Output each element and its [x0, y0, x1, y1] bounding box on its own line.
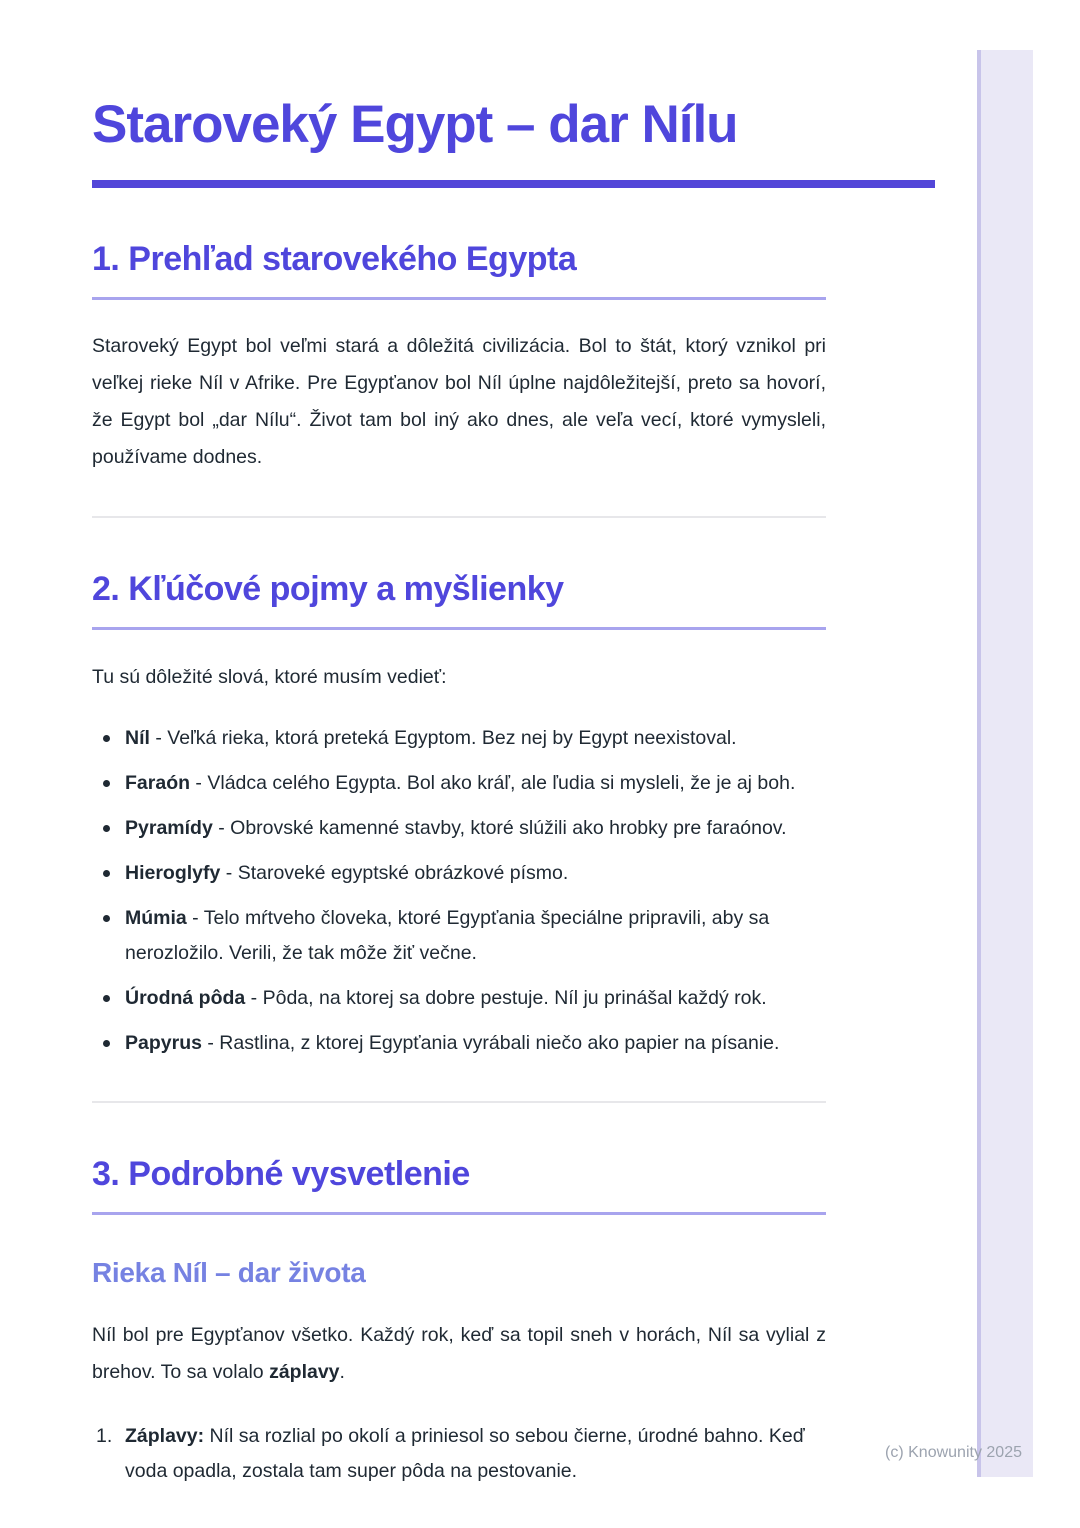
list-item — [92, 856, 826, 891]
term-definition: Vládca celého Egypta. Bol ako kráľ, ale ľudia si mysleli, že je aj boh. — [207, 771, 796, 794]
section-3-paragraph — [92, 1317, 826, 1391]
term-separator: - — [220, 861, 238, 884]
title-rule — [92, 180, 935, 188]
list-item — [92, 1419, 826, 1489]
term-separator: - — [149, 726, 168, 749]
term-definition: Rastlina, z ktorej Egypťania vyrábali niečo ako papier na písanie. — [219, 1031, 780, 1054]
list-item — [92, 721, 826, 756]
bullet-dot-icon — [103, 870, 110, 877]
term-separator: - — [212, 816, 231, 839]
list-number: 1. — [96, 1424, 113, 1447]
key-terms-list — [92, 721, 826, 1061]
paragraph-text: Níl bol pre Egypťanov všetko. Každý rok, keď sa topil sneh v horách, Níl sa vylial z brehov. To sa volalo — [92, 1323, 826, 1383]
paragraph-text: . — [339, 1360, 345, 1383]
section-2-heading: 2. Kľúčové pojmy a myšlienky — [92, 570, 826, 630]
bullet-dot-icon — [103, 825, 110, 832]
bullet-dot-icon — [103, 735, 110, 742]
step-term: Záplavy: — [125, 1424, 205, 1447]
list-item — [92, 766, 826, 801]
bullet-dot-icon — [103, 915, 110, 922]
paragraph-bold-text: záplavy — [269, 1360, 340, 1383]
term-label: Pyramídy — [125, 816, 213, 839]
term-label: Faraón — [125, 771, 191, 794]
numbered-list — [92, 1419, 826, 1489]
document-content — [92, 0, 935, 1489]
section-1-heading: 1. Prehľad starovekého Egypta — [92, 240, 826, 300]
term-definition: Obrovské kamenné stavby, ktoré slúžili ako hrobky pre faraónov. — [230, 816, 787, 839]
list-item — [92, 981, 826, 1016]
bullet-dot-icon — [103, 1040, 110, 1047]
term-separator: - — [190, 771, 208, 794]
section-2-intro: Tu sú dôležité slová, ktoré musím vedieť: — [92, 665, 447, 688]
term-label: Papyrus — [125, 1031, 202, 1054]
term-separator: - — [201, 1031, 220, 1054]
term-separator: - — [186, 906, 204, 929]
list-item — [92, 901, 826, 971]
section-divider — [92, 1101, 826, 1103]
copyright-watermark: (c) Knowunity 2025 — [885, 1444, 1022, 1461]
step-text: Níl sa rozlial po okolí a priniesol so sebou čierne, úrodné bahno. Keď voda opadla, zostala tam super pôda na pestovanie. — [125, 1424, 805, 1482]
term-definition: Staroveké egyptské obrázkové písmo. — [237, 861, 569, 884]
term-definition: Telo mŕtveho človeka, ktoré Egypťania špeciálne pripravili, aby sa nerozložilo. Verili, že tak môže žiť večne. — [125, 906, 770, 964]
term-label: Níl — [125, 726, 150, 749]
section-3-subheading: Rieka Níl – dar života — [92, 1256, 366, 1288]
document-title: Staroveký Egypt – dar Nílu — [92, 95, 738, 154]
bullet-dot-icon — [103, 780, 110, 787]
bullet-dot-icon — [103, 995, 110, 1002]
list-item — [92, 811, 826, 846]
list-item — [92, 1026, 826, 1061]
section-divider — [92, 516, 826, 518]
section-3-heading: 3. Podrobné vysvetlenie — [92, 1155, 826, 1215]
term-definition: Pôda, na ktorej sa dobre pestuje. Níl ju prinášal každý rok. — [262, 986, 767, 1009]
section-1-paragraph: Staroveký Egypt bol veľmi stará a dôležitá civilizácia. Bol to štát, ktorý vznikol pri veľkej rieke Níl v Afrike. Pre Egypťanov bol Níl úplne najdôležitejší, preto sa hovorí, že Egypt bol „dar Nílu“. Život tam bol iný ako dnes, ale veľa vecí, ktoré vymysleli, používame dodnes. — [92, 334, 826, 468]
page-edge-strip — [977, 50, 1033, 1477]
term-separator: - — [245, 986, 263, 1009]
term-label: Hieroglyfy — [125, 861, 221, 884]
term-definition: Veľká rieka, ktorá preteká Egyptom. Bez nej by Egypt neexistoval. — [167, 726, 737, 749]
term-label: Múmia — [125, 906, 187, 929]
term-label: Úrodná pôda — [125, 986, 246, 1009]
